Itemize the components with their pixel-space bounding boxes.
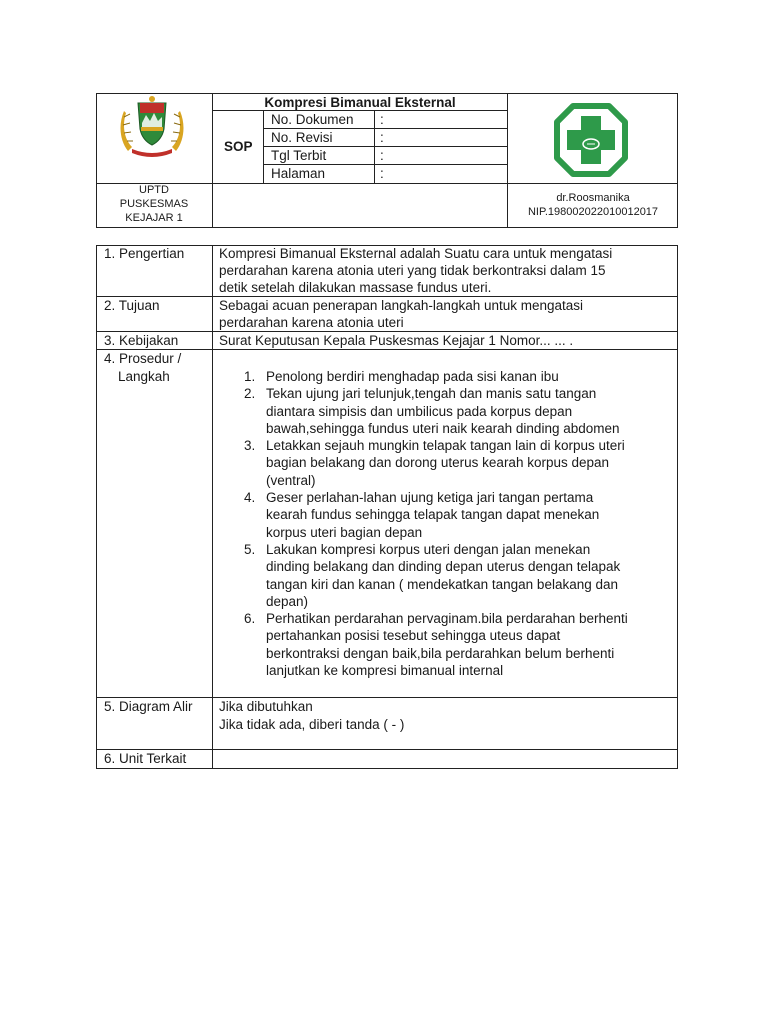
field-no-revisi-label: No. Revisi — [271, 130, 333, 145]
regency-crest-logo — [118, 95, 186, 159]
org-line-1: UPTD — [139, 184, 169, 196]
list-item: 2. Tekan ujung jari telunjuk,tengah dan manis satu tangan diantara simpisis dan umbilicus pada korpus depan bawah,sehingga fundus uteri naik kearah dinding abdomen — [244, 386, 620, 436]
list-item: 6. Perhatikan perdarahan pervaginam.bila perdarahan berhenti pertahankan posisi tesebut sehingga uteus dapat berkontraksi dengan baik,bila perdarahkan belum berhenti lanjutkan ke kompresi bimanual internal — [244, 611, 628, 679]
row-diagram-line-2: Jika tidak ada, diberi tanda ( - ) — [219, 717, 405, 732]
row-pengertian-line-3: detik setelah dilakukan massase fundus uteri. — [219, 280, 492, 295]
list-item: 3. Letakkan sejauh mungkin telapak tangan lain di korpus uteri bagian belakang dan dorong uterus kearah korpus depan (ventral) — [244, 438, 625, 488]
signatory-nip: NIP.198002022010012017 — [527, 206, 659, 218]
list-item: 4. Geser perlahan-lahan ujung ketiga jari tangan pertama kearah fundus sehingga telapak tangan dapat menekan korpus uteri bagian depan — [244, 490, 600, 540]
row-tujuan-label: 2. Tujuan — [104, 298, 160, 313]
signatory-name: dr.Roosmanika — [556, 192, 630, 204]
row-pengertian-line-2: perdarahan karena atonia uteri yang tidak berkontraksi dalam 15 — [219, 263, 606, 278]
field-no-revisi-sep: : — [380, 130, 384, 145]
prosedur-steps — [222, 368, 677, 679]
row-tujuan-line-2: perdarahan karena atonia uteri — [219, 315, 404, 330]
field-tgl-terbit-label: Tgl Terbit — [271, 148, 327, 163]
row-kebijakan-text: Surat Keputusan Kepala Puskesmas Kejajar 1 Nomor... ... . — [219, 333, 574, 348]
org-line-2: PUSKESMAS — [119, 198, 189, 210]
sop-label: SOP — [224, 139, 253, 154]
sop-title: Kompresi Bimanual Eksternal — [264, 95, 456, 110]
list-item: 5. Lakukan kompresi korpus uteri dengan jalan menekan dinding belakang dan dinding depan uterus dengan telapak tangan kiri dan kanan ( mendekatkan tangan belakang dan depan) — [244, 541, 621, 609]
field-no-dokumen-label: No. Dokumen — [271, 112, 354, 127]
row-pengertian-line-1: Kompresi Bimanual Eksternal adalah Suatu cara untuk mengatasi — [219, 246, 613, 261]
list-item: 1. Penolong berdiri menghadap pada sisi kanan ibu — [244, 369, 559, 384]
row-tujuan-line-1: Sebagai acuan penerapan langkah-langkah untuk mengatasi — [219, 298, 584, 313]
field-halaman-sep: : — [380, 166, 384, 181]
row-kebijakan-label: 3. Kebijakan — [104, 333, 179, 348]
field-halaman-label: Halaman — [271, 166, 326, 181]
row-unit-label: 6. Unit Terkait — [104, 751, 187, 766]
field-tgl-terbit-sep: : — [380, 148, 384, 163]
field-no-dokumen-sep: : — [380, 112, 384, 127]
org-line-3: KEJAJAR 1 — [125, 212, 183, 224]
row-pengertian-label: 1. Pengertian — [104, 246, 185, 261]
row-prosedur-label-2: Langkah — [118, 369, 170, 384]
puskesmas-logo — [553, 102, 629, 178]
row-diagram-line-1: Jika dibutuhkan — [219, 699, 313, 714]
row-prosedur-label-1: 4. Prosedur / — [104, 351, 182, 366]
row-diagram-label: 5. Diagram Alir — [104, 699, 193, 714]
